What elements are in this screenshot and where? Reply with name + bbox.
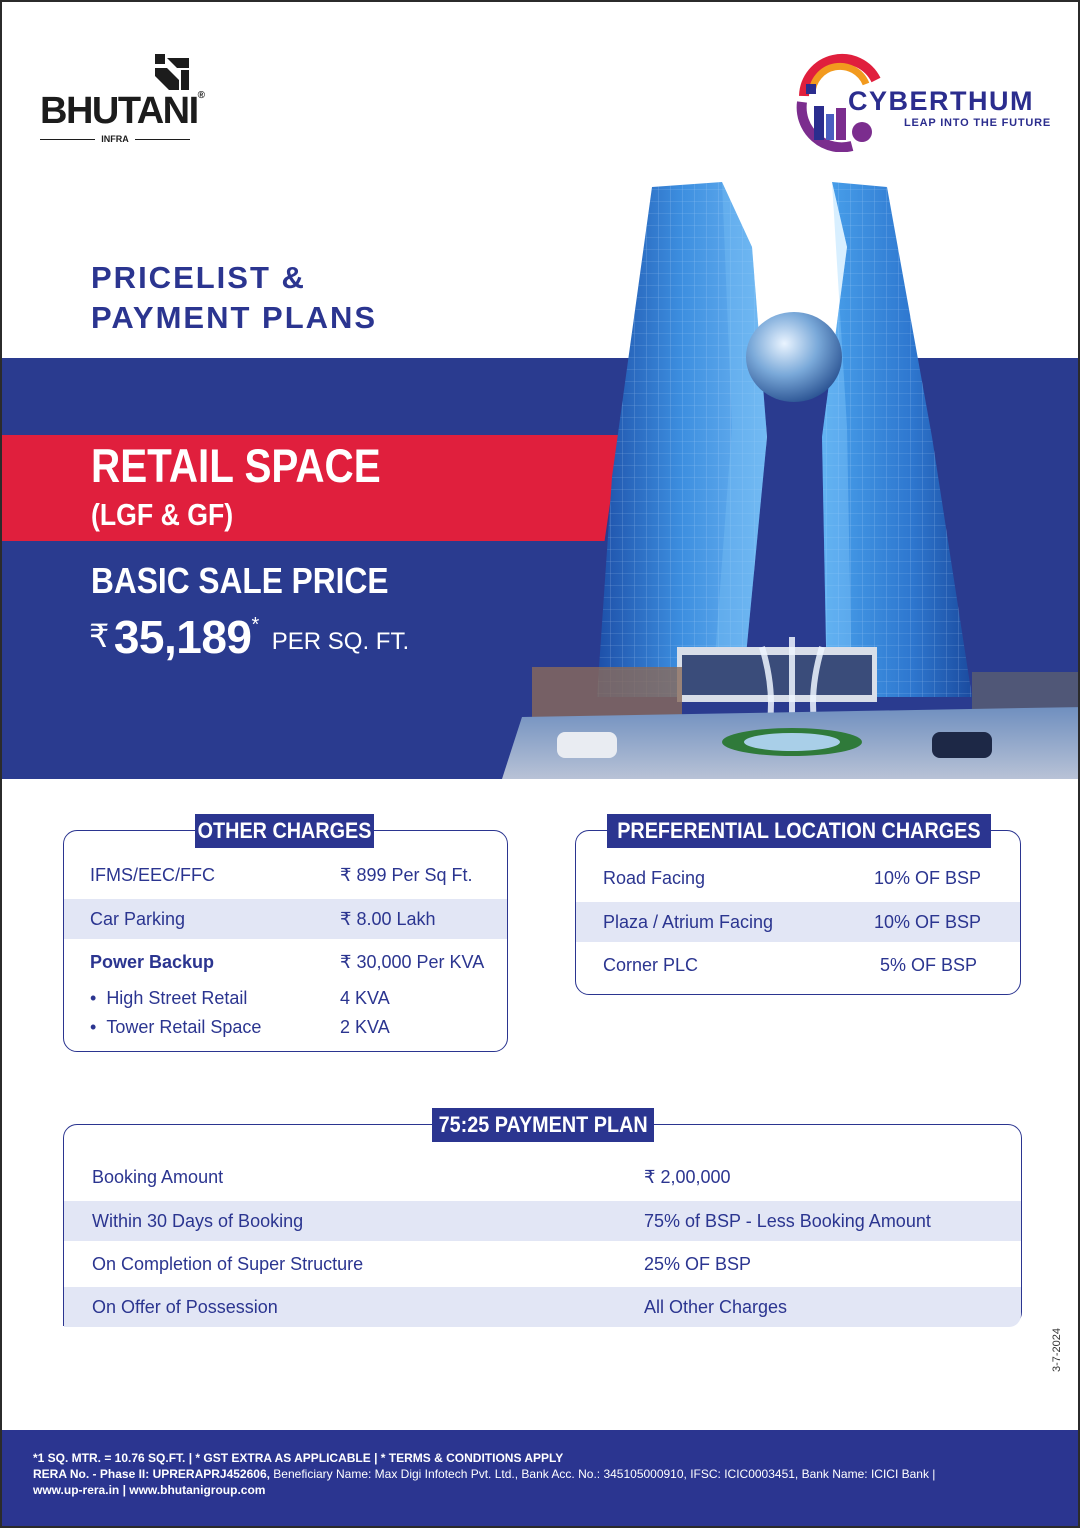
footer-line-1: *1 SQ. MTR. = 10.76 SQ.FT. | * GST EXTRA AS APPLICABLE | * TERMS & CONDITIONS APPLY — [33, 1451, 564, 1465]
table-row: Road Facing 10% OF BSP — [603, 867, 982, 888]
table-row: Within 30 Days of Booking 75% of BSP - Less Booking Amount — [64, 1201, 1021, 1241]
table-row: Plaza / Atrium Facing 10% OF BSP — [576, 902, 1020, 942]
footer-line-2: RERA No. - Phase II: UPRERAPRJ452606, Beneficiary Name: Max Digi Infotech Pvt. Ltd., Bank Acc. No.: 345105000910, IFSC: ICIC0003451, Bank Name: ICICI Bank | — [33, 1467, 936, 1481]
bhutani-mark-icon — [155, 54, 189, 90]
price-amount: 35,189 — [113, 611, 252, 663]
bhutani-logo — [40, 54, 205, 146]
table-row: Corner PLC 5% OF BSP — [603, 954, 978, 975]
price-asterisk: * — [251, 614, 260, 636]
cyberthum-tagline: LEAP INTO THE FUTURE — [904, 117, 1051, 129]
payment-plan-title: 75:25 PAYMENT PLAN — [432, 1108, 654, 1142]
table-row: • High Street Retail 4 KVA — [90, 987, 390, 1008]
footer-disclaimer — [2, 1430, 1080, 1528]
table-row: On Completion of Super Structure 25% OF BSP — [92, 1253, 752, 1274]
other-charges-title: OTHER CHARGES — [195, 814, 374, 848]
cyberthum-logo — [792, 44, 1052, 154]
print-date: 3-7-2024 — [1051, 1327, 1063, 1372]
table-row: • Tower Retail Space 2 KVA — [90, 1016, 390, 1037]
footer-links: www.up-rera.in | www.bhutanigroup.com — [33, 1483, 266, 1497]
product-title: RETAIL SPACE — [91, 439, 381, 492]
page-title: PRICELIST & PAYMENT PLANS — [91, 260, 378, 335]
other-charges-box — [63, 818, 508, 1052]
payment-plan-box — [63, 1112, 1022, 1326]
table-row: Car Parking ₹ 8.00 Lakh — [64, 899, 507, 939]
price-value — [89, 610, 409, 664]
rupee-symbol: ₹ — [89, 618, 110, 654]
table-row: On Offer of Possession All Other Charges — [64, 1287, 1021, 1327]
price-unit: PER SQ. FT. — [271, 628, 410, 655]
plc-title: PREFERENTIAL LOCATION CHARGES — [607, 814, 991, 848]
bhutani-wordmark: BHUTANI® — [40, 90, 206, 132]
table-row: IFMS/EEC/FFC ₹ 899 Per Sq Ft. — [90, 864, 473, 885]
cyberthum-wordmark: CYBERTHUM — [848, 86, 1034, 116]
plc-box — [575, 818, 1021, 995]
bhutani-subtitle: INFRA — [40, 134, 190, 144]
price-label: BASIC SALE PRICE — [91, 560, 389, 601]
product-floors: (LGF & GF) — [91, 497, 234, 532]
building-rendering-image — [502, 177, 1080, 779]
table-row: Power Backup ₹ 30,000 Per KVA — [90, 951, 485, 972]
table-row: Booking Amount ₹ 2,00,000 — [92, 1166, 731, 1187]
